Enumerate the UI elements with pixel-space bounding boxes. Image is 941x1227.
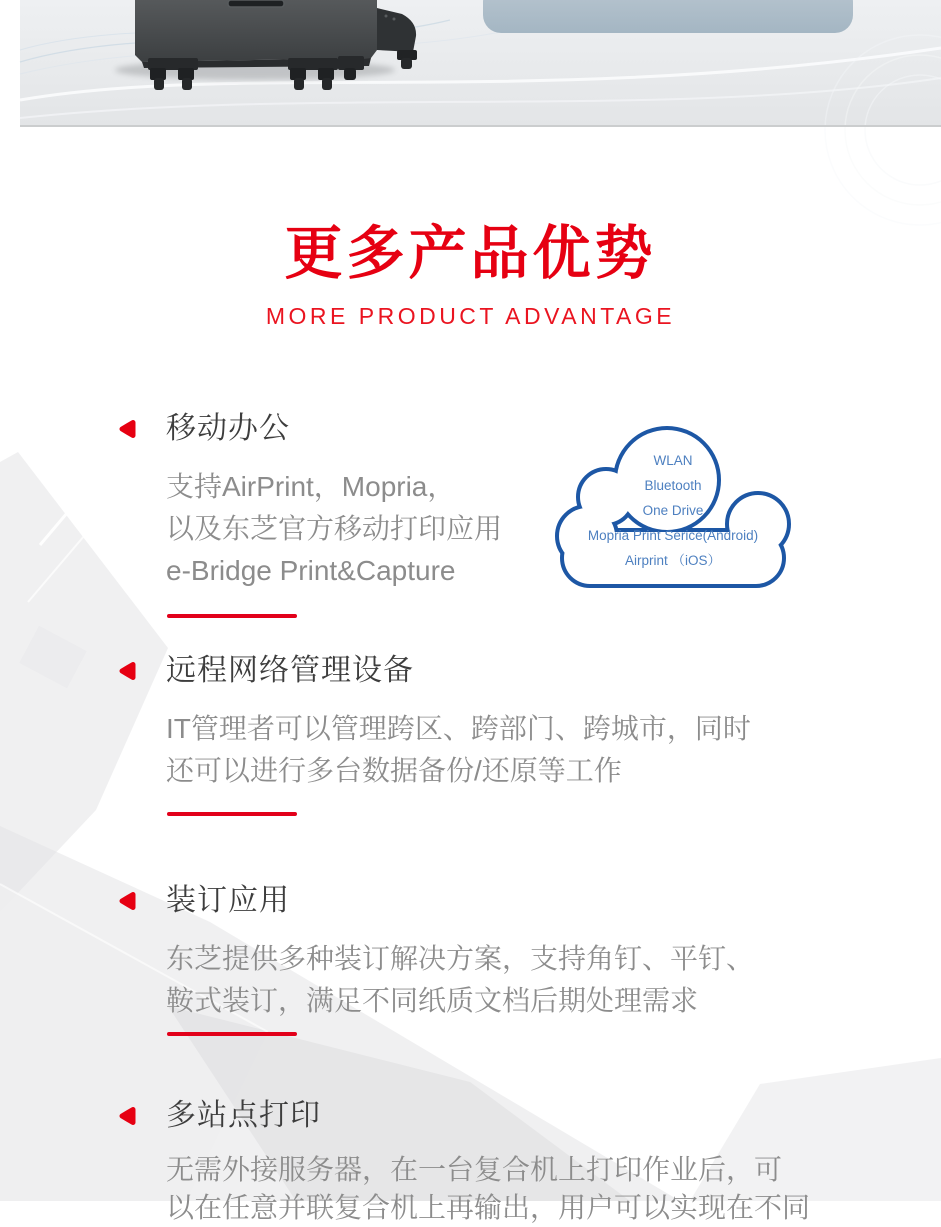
- accent-underline: [167, 1032, 297, 1036]
- feature-text-line: 无需外接服务器，在一台复合机上打印作业后，可: [166, 1154, 783, 1185]
- feature-text-line: 东芝提供多种装订解决方案，支持角钉、平钉、: [166, 943, 755, 974]
- cloud-line: WLAN: [653, 453, 693, 468]
- feature-text-line: 还可以进行多台数据备份/还原等工作: [166, 755, 622, 786]
- accent-underline: [167, 812, 297, 816]
- feature-text-line: 以及东芝官方移动打印应用: [166, 513, 503, 544]
- connectivity-cloud-icon: [556, 414, 790, 586]
- bullet-triangle-icon: [117, 660, 137, 682]
- feature-heading: 装订应用: [166, 884, 290, 917]
- feature-body: [166, 1151, 810, 1227]
- feature-text-line: e-Bridge Print&Capture: [166, 555, 456, 586]
- cloud-line: Bluetooth: [644, 478, 702, 493]
- bullet-triangle-icon: [117, 1105, 137, 1127]
- banner-divider: [20, 125, 941, 127]
- bullet-triangle-icon: [117, 890, 137, 912]
- feature-heading: 远程网络管理设备: [166, 654, 414, 687]
- cloud-line: Mopria Print Serice(Android): [587, 528, 759, 543]
- feature-text-line: 鞍式装订，满足不同纸质文档后期处理需求: [166, 985, 699, 1016]
- feature-body: [166, 466, 502, 592]
- feature-heading: 多站点打印: [166, 1099, 321, 1132]
- page-subtitle: MORE PRODUCT ADVANTAGE: [265, 303, 676, 329]
- feature-heading: 移动办公: [166, 412, 290, 445]
- feature-text-line: IT管理者可以管理跨区、跨部门、跨城市，同时: [166, 713, 751, 744]
- feature-text-line: 以在任意并联复合机上再输出，用户可以实现在不同: [166, 1192, 811, 1223]
- cloud-line: One Drive: [642, 503, 704, 518]
- accent-underline: [167, 614, 297, 618]
- cloud-line: Airprint （iOS）: [624, 553, 722, 568]
- info-panel: [483, 0, 853, 33]
- feature-body: [166, 708, 751, 792]
- bullet-triangle-icon: [117, 418, 137, 440]
- page-title: 更多产品优势: [284, 221, 657, 286]
- feature-text-line: 支持AirPrint，Mopria，: [166, 471, 456, 502]
- top-banner: [20, 0, 941, 125]
- feature-body: [166, 938, 754, 1022]
